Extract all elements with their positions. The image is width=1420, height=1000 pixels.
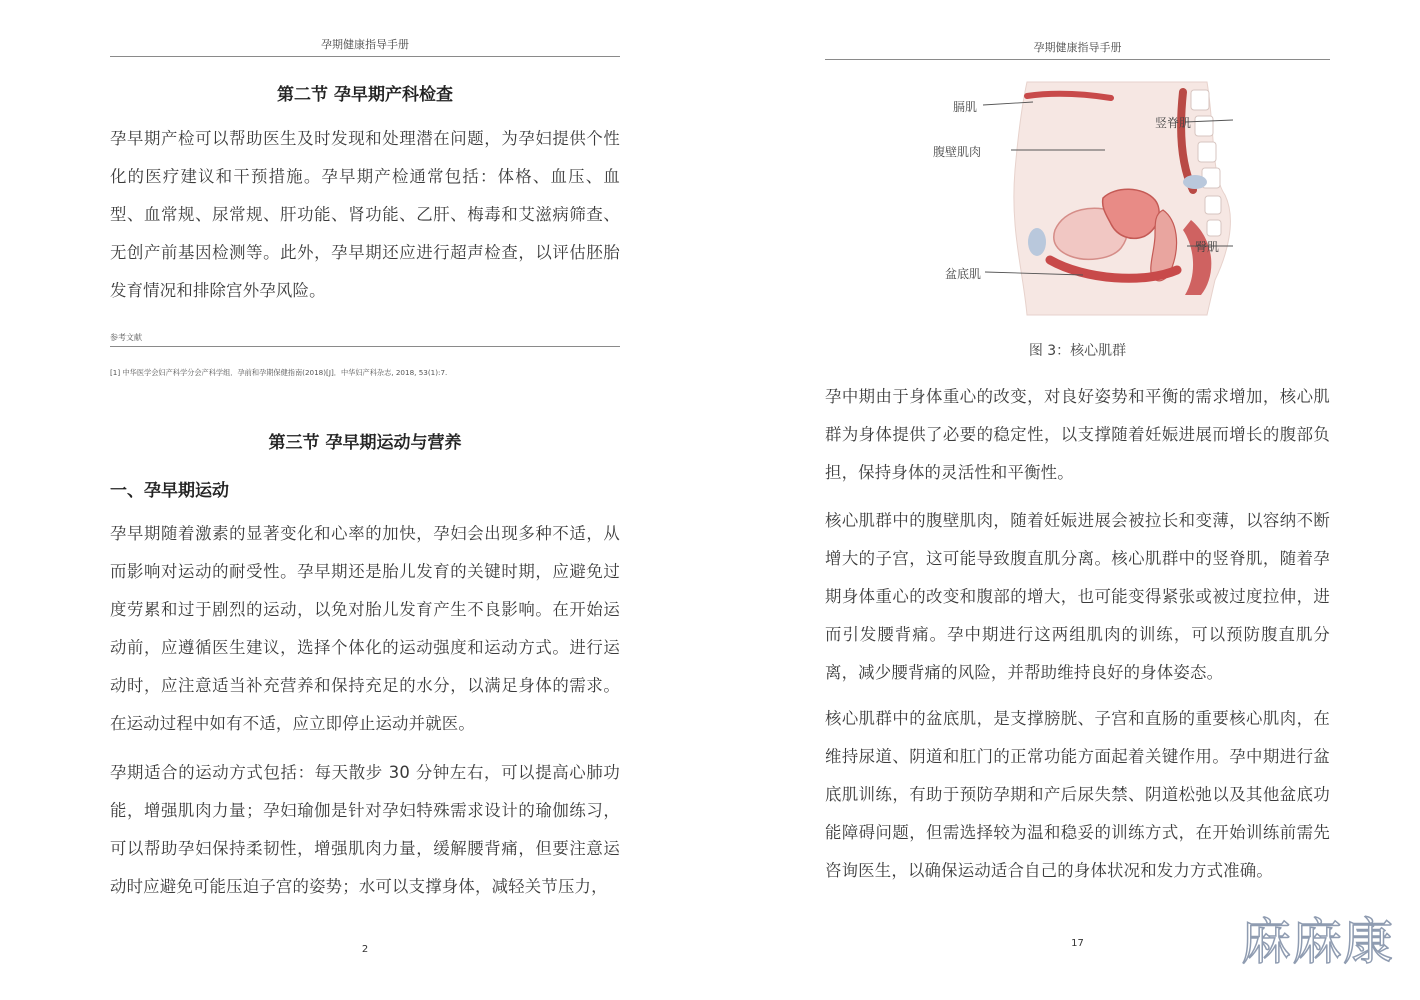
paragraph: 核心肌群中的腹壁肌肉，随着妊娠进展会被拉长和变薄，以容纳不断增大的子宫，这可能导致腹直肌分离。核心肌群中的竖脊肌，随着孕期身体重心的改变和腹部的增大，也可能变得紧张或被过度拉伸，进而引发腰背痛。孕中期进行这两组肌肉的训练，可以预防腹直肌分离，减少腰背痛的风险，并帮助维持良好的身体姿态。 [825,511,1330,682]
reference-item: [1] 中华医学会妇产科学分会产科学组．孕前和孕期保健指南(2018)[J]．中华妇产科杂志, 2018, 53(1):7. [110,368,448,377]
figure-caption: 图 3：核心肌群 [1028,343,1127,359]
label-abdominal-wall: 腹壁肌肉 [933,145,982,159]
label-diaphragm: 膈肌 [953,100,978,114]
paragraph: 核心肌群中的盆底肌，是支撑膀胱、子宫和直肠的重要核心肌肉，在维持尿道、阴道和肛门的正常功能方面起着关键作用。孕中期进行盆底肌训练，有助于预防孕期和产后尿失禁、阴道松弛以及其他盆底功能障碍问题，但需选择较为温和稳妥的训练方式，在开始训练前需先咨询医生，以确保运动适合自己的身体状况和发力方式准确。 [825,709,1330,880]
watermark-logo: 麻麻康 [1241,913,1394,971]
running-header: 孕期健康指导手册 [825,39,1330,60]
label-pelvic-floor: 盆底肌 [945,267,982,281]
paragraph: 孕早期产检可以帮助医生及时发现和处理潜在问题，为孕妇提供个性化的医疗建议和干预措施。孕早期产检通常包括：体格、血压、血型、血常规、尿常规、肝功能、肾功能、乙肝、梅毒和艾滋病筛查、无创产前基因检测等。此外，孕早期还应进行超声检查，以评估胚胎发育情况和排除宫外孕风险。 [110,129,620,300]
fascia-patch [1028,228,1046,256]
paragraph: 孕期适合的运动方式包括：每天散步 30 分钟左右，可以提高心肺功能，增强肌肉力量；孕妇瑜伽是针对孕妇特殊需求设计的瑜伽练习，可以帮助孕妇保持柔韧性，增强肌肉力量，缓解腰背痛，但要注意运动时应避免可能压迫子宫的姿势；水可以支撑身体，减轻关节压力， [110,763,620,896]
core-muscles-figure [915,70,1235,330]
label-gluteal: 臀肌 [1195,240,1220,254]
page-number: 2 [361,944,369,955]
right-page [825,0,1330,1000]
references-label: 参考文献 [110,333,142,342]
paragraph: 孕早期随着激素的显著变化和心率的加快，孕妇会出现多种不适，从而影响对运动的耐受性。孕早期还是胎儿发育的关键时期，应避免过度劳累和过于剧烈的运动，以免对胎儿发育产生不良影响。在开始运动前，应遵循医生建议，选择个体化的运动强度和运动方式。进行运动时，应注意适当补充营养和保持充足的水分，以满足身体的需求。在运动过程中如有不适，应立即停止运动并就医。 [110,524,620,733]
paragraph: 孕中期由于身体重心的改变，对良好姿势和平衡的需求增加，核心肌群为身体提供了必要的稳定性，以支撑随着妊娠进展而增长的腹部负担，保持身体的灵活性和平衡性。 [825,387,1330,482]
fascia-patch [1183,175,1207,189]
section-title: 第二节 孕早期产科检查 [277,85,453,105]
subsection-title: 一、孕早期运动 [110,481,229,501]
section-title: 第三节 孕早期运动与营养 [268,433,462,453]
left-page [110,0,620,1000]
label-erector-spinae: 竖脊肌 [1155,116,1192,130]
running-header: 孕期健康指导手册 [110,36,620,57]
page-number: 17 [1071,938,1084,949]
references-divider [110,346,620,347]
